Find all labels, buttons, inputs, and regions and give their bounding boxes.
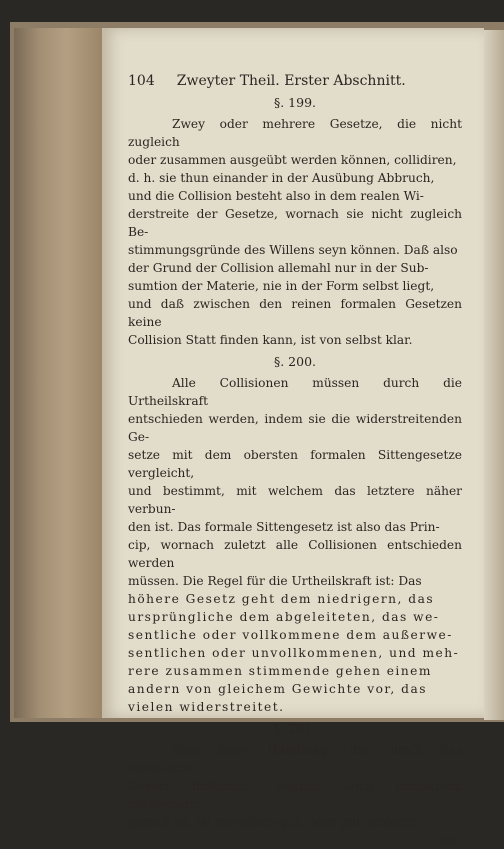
text-line: den ist. Das formale Sittengesetz ist also das Prin- bbox=[128, 520, 440, 534]
text-line: setze mit dem obersten formalen Sittengesetze vergleicht, bbox=[128, 448, 462, 480]
page-text bbox=[128, 72, 462, 849]
text-line: und bestimmt, mit welchem das letztere näher verbun- bbox=[128, 484, 462, 516]
text-line: andern von gleichem Gewichte vor, das bbox=[128, 682, 427, 696]
text-line: müssen. Die Regel für die Urtheilskraft ist: Das bbox=[128, 574, 422, 588]
text-line: Eine freye Handlung, die durch das moralische bbox=[128, 743, 462, 775]
text-line: cip, wornach zuletzt alle Collisionen entschieden werden bbox=[128, 538, 462, 570]
text-line: vielen widerstreitet. bbox=[128, 700, 285, 714]
text-line: höhere Gesetz geht dem niedrigern, das bbox=[128, 592, 435, 606]
text-line: Gesetz bestimmt, folglich auch demselben nothwendig bbox=[128, 779, 462, 811]
text-line: und daß zwischen den reinen formalen Gesetzen keine bbox=[128, 297, 462, 329]
book-gutter bbox=[14, 28, 104, 718]
running-title: Zweyter Theil. Erster Abschnitt. bbox=[176, 73, 406, 89]
text-line: gemäß ist, ist moralisch-gut, oder gut schlecht- bbox=[128, 815, 421, 829]
text-line: ursprüngliche dem abgeleiteten, das we- bbox=[128, 610, 440, 624]
section-heading: §. 201. bbox=[273, 721, 317, 736]
text-line: Alle Collisionen müssen durch die Urtheilskraft bbox=[128, 376, 462, 408]
text-line: hin; bbox=[438, 833, 462, 847]
text-line: und die Collision besteht also in dem realen Wi- bbox=[128, 189, 424, 203]
paragraph bbox=[128, 374, 462, 716]
section-heading: §. 200. bbox=[273, 354, 317, 369]
text-line: sentlichen oder unvollkommenen, und meh- bbox=[128, 646, 460, 660]
text-line: d. h. sie thun einander in der Ausübung Abbruch, bbox=[128, 171, 435, 185]
text-line: Zwey oder mehrere Gesetze, die nicht zugleich bbox=[128, 117, 462, 149]
text-line: sumtion der Materie, nie in der Form selbst liegt, bbox=[128, 279, 435, 293]
text-line: Collision Statt finden kann, ist von selbst klar. bbox=[128, 333, 413, 347]
page-number: 104 bbox=[128, 73, 155, 89]
text-line: stimmungsgründe des Willens seyn können. Daß also bbox=[128, 243, 458, 257]
text-line: rere zusammen stimmende gehen einem bbox=[128, 664, 432, 678]
paragraph bbox=[128, 741, 462, 849]
text-line: derstreite der Gesetze, wornach sie nicht zugleich Be- bbox=[128, 207, 462, 239]
text-line: der Grund der Collision allemahl nur in der Sub- bbox=[128, 261, 429, 275]
text-line: entschieden werden, indem sie die widerstreitenden Ge- bbox=[128, 412, 462, 444]
page-header bbox=[128, 72, 462, 90]
paragraph bbox=[128, 115, 462, 349]
section-heading: §. 199. bbox=[273, 95, 317, 110]
text-line: oder zusammen ausgeübt werden können, collidiren, bbox=[128, 153, 457, 167]
text-line: sentliche oder vollkommene dem außerwe- bbox=[128, 628, 453, 642]
page-edge bbox=[484, 30, 504, 720]
